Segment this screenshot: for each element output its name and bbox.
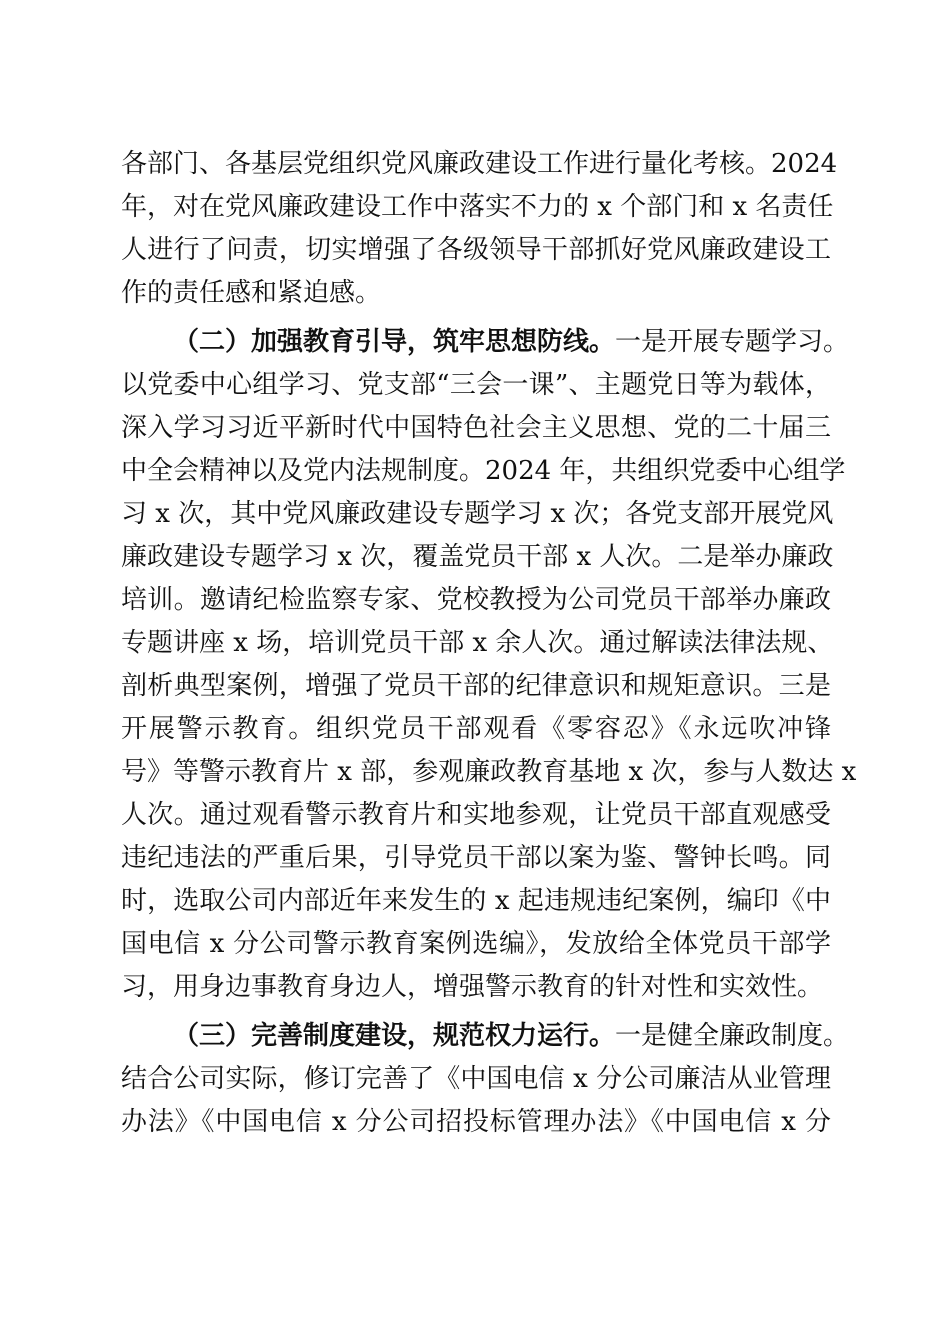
text-line: 培训。邀请纪检监察专家、党校教授为公司党员干部举办廉政 (121, 585, 831, 615)
text-line: 年，对在党风廉政建设工作中落实不力的 x 个部门和 x 名责任 (121, 192, 834, 222)
text-line: 以党委中心组学习、党支部“三会一课”、主题党日等为载体， (121, 370, 831, 400)
text-line: 开展警示教育。组织党员干部观看《零容忍》《永远吹冲锋 (121, 714, 831, 744)
text-line: 各部门、各基层党组织党风廉政建设工作进行量化考核。2024 (121, 149, 838, 179)
section-two-first-line (173, 322, 850, 362)
text-line: 廉政建设专题学习 x 次，覆盖党员干部 x 人次。二是举办廉政 (121, 542, 834, 572)
text-line: 号》等警示教育片 x 部，参观廉政教育基地 x 次，参与人数达 x (121, 757, 857, 787)
section-two-heading: （二）加强教育引导，筑牢思想防线。 (173, 327, 616, 357)
text-line: 剖析典型案例，增强了党员干部的纪律意识和规矩意识。三是 (121, 671, 831, 701)
text-line: 人次。通过观看警示教育片和实地参观，让党员干部直观感受 (121, 800, 831, 830)
text-line: 违纪违法的严重后果，引导党员干部以案为鉴、警钟长鸣。同 (121, 843, 831, 873)
text-line: 专题讲座 x 场，培训党员干部 x 余人次。通过解读法律法规、 (121, 628, 834, 658)
section-two-text: 一是开展专题学习。 (615, 327, 850, 357)
text-line: 结合公司实际，修订完善了《中国电信 x 分公司廉洁从业管理 (121, 1064, 831, 1094)
text-line: 人进行了问责，切实增强了各级领导干部抓好党风廉政建设工 (121, 235, 831, 265)
text-line: 习，用身边事教育身边人，增强警示教育的针对性和实效性。 (121, 972, 824, 1002)
text-line: 深入学习习近平新时代中国特色社会主义思想、党的二十届三 (121, 413, 831, 443)
text-line: 办法》《中国电信 x 分公司招投标管理办法》《中国电信 x 分 (121, 1107, 831, 1137)
text-line: 作的责任感和紧迫感。 (121, 278, 382, 308)
section-three-text: 一是健全廉政制度。 (615, 1021, 850, 1051)
text-line: 国电信 x 分公司警示教育案例选编》，发放给全体党员干部学 (121, 929, 831, 959)
section-three-first-line (173, 1016, 850, 1056)
text-line: 习 x 次，其中党风廉政建设专题学习 x 次；各党支部开展党风 (121, 499, 834, 529)
section-three-heading: （三）完善制度建设，规范权力运行。 (173, 1021, 616, 1051)
text-line: 时，选取公司内部近年来发生的 x 起违规违纪案例，编印《中 (121, 886, 831, 916)
text-line: 中全会精神以及党内法规制度。2024 年，共组织党委中心组学 (121, 456, 846, 486)
